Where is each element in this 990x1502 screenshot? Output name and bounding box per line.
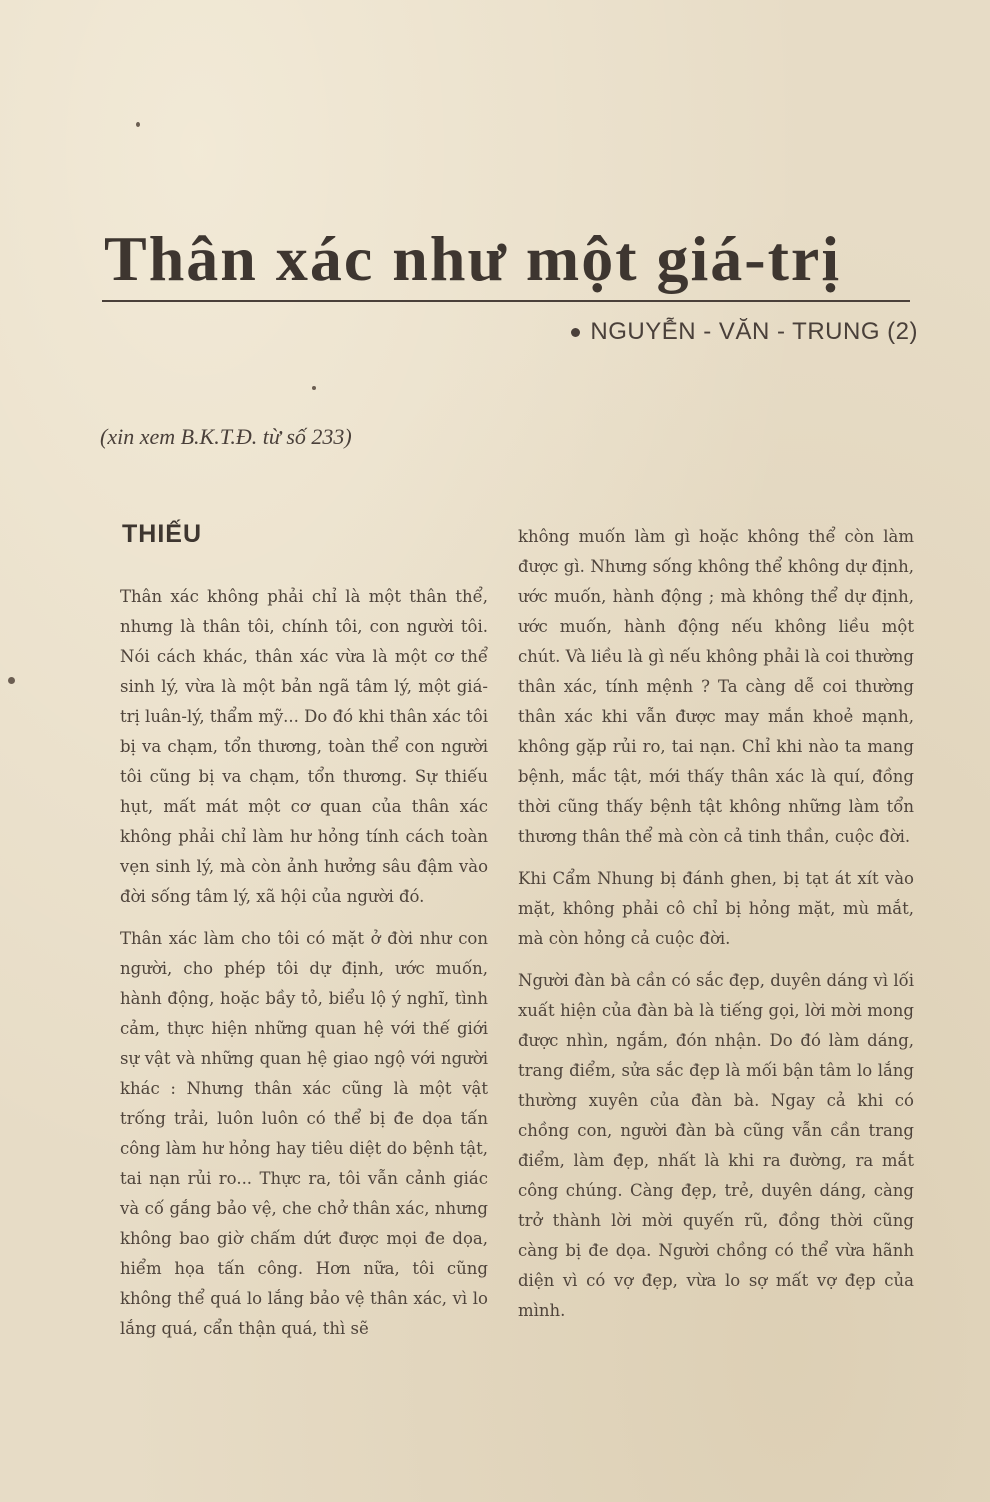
paragraph: Thân xác không phải chỉ là một thân thể, nhưng là thân tôi, chính tôi, con người tôi. Nói cách khác, thân xác vừa là một cơ thể sinh lý, vừa là một bản ngã tâm lý, một giá-trị luân-lý, thẩm mỹ... Do đó khi thân xác tôi bị va chạm, tổn thương, toàn thể con người tôi cũng bị va chạm, tổn thương. Sự thiếu hụt, mất mát một cơ quan của thân xác không phải chỉ làm hư hỏng tính cách toàn vẹn sinh lý, mà còn ảnh hưởng sâu đậm vào đời sống tâm lý, xã hội của người đó. <box>120 587 488 906</box>
article-title: Thân xác như một giá-trị <box>104 223 842 294</box>
author-line <box>571 318 918 346</box>
paper-speck <box>136 122 140 127</box>
paragraph: Thân xác làm cho tôi có mặt ở đời như con người, cho phép tôi dự định, ước muốn, hành động, hoặc bầy tỏ, biểu lộ ý nghĩ, tình cảm, thực hiện những quan hệ với thế giới sự vật và những quan hệ giao ngộ với người khác : Nhưng thân xác cũng là một vật trống trải, luôn luôn có thể bị đe dọa tấn công làm hư hỏng hay tiêu diệt do bệnh tật, tai nạn rủi ro... Thực ra, tôi vẫn cảnh giác và cố gắng bảo vệ, che chở thân xác, nhưng không bao giờ chấm dứt được mọi đe dọa, hiểm họa tấn công. Hơn nữa, tôi cũng không thể quá lo lắng bảo vệ thân xác, vì lo lắng quá, cẩn thận quá, thì sẽ <box>120 929 488 1338</box>
paper-speck <box>312 386 316 390</box>
series-note: (xin xem B.K.T.Đ. từ số 233) <box>100 424 352 449</box>
title-divider <box>102 300 910 302</box>
paper-speck <box>8 677 15 684</box>
paragraph: Khi Cẩm Nhung bị đánh ghen, bị tạt át xít vào mặt, không phải cô chỉ bị hỏng mặt, mù mắt, mà còn hỏng cả cuộc đời. <box>518 869 914 948</box>
right-column <box>518 522 914 1326</box>
bullet-icon <box>571 328 580 337</box>
author-name: NGUYỄN - VĂN - TRUNG (2) <box>590 318 918 345</box>
paragraph: không muốn làm gì hoặc không thể còn làm được gì. Nhưng sống không thể không dự định, ước muốn, hành động ; mà không thể dự định, ước muốn, hành động nếu không liều một chút. Và liều là gì nếu không phải là coi thường thân xác, tính mệnh ? Ta càng dễ coi thường thân xác khi vẫn được may mắn khoẻ mạnh, không gặp rủi ro, tai nạn. Chỉ khi nào ta mang bệnh, mắc tật, mới thấy thân xác là quí, đồng thời cũng thấy bệnh tật không những làm tổn thương thân thể mà còn cả tinh thần, cuộc đời. <box>518 527 914 846</box>
paragraph: Người đàn bà cần có sắc đẹp, duyên dáng vì lối xuất hiện của đàn bà là tiếng gọi, lời mời mong được nhìn, ngắm, đón nhận. Do đó làm dáng, trang điểm, sửa sắc đẹp là mối bận tâm lo lắng thường xuyên của đàn bà. Ngay cả khi có chồng con, người đàn bà cũng vẫn cần trang điểm, làm đẹp, nhất là khi ra đường, ra mắt công chúng. Càng đẹp, trẻ, duyên dáng, càng trở thành lời mời quyến rũ, đồng thời cũng càng bị đe dọa. Người chồng có thể vừa hãnh diện vì có vợ đẹp, vừa lo sợ mất vợ đẹp của mình. <box>518 971 914 1320</box>
left-column <box>120 582 488 1344</box>
section-heading: THIẾU <box>122 520 202 548</box>
